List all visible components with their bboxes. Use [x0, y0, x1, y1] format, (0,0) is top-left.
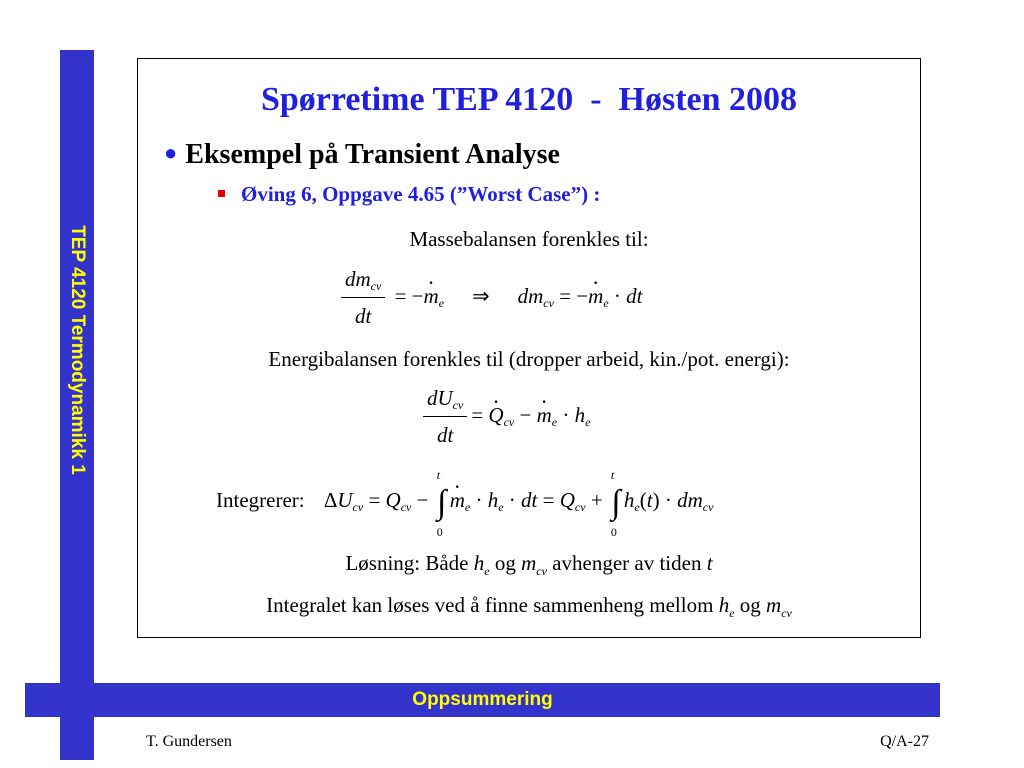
bullet-square-icon [218, 190, 225, 197]
bottom-bar [25, 683, 940, 717]
footer-page-number: Q/A-27 [880, 733, 929, 750]
bullet-level1-text: Eksempel på Transient Analyse [185, 139, 560, 170]
footer-author: T. Gundersen [146, 733, 232, 750]
vertical-course-title: TEP 4120 Termodynamikk 1 [67, 225, 88, 475]
energy-balance-text: Energibalansen forenkles til (dropper arbeid, kin./pot. energi): [268, 347, 790, 371]
mass-balance-equation: $\frac{dm_{cv}}{dt}$ = $-m \cdot_e$ ⇒ $dm_{cv} = -m \cdot_e$ · dt [341, 267, 642, 329]
integration-equation: Integrerer: $\Delta U_{cv} = Q_{cv}$ − t ∫ 0 $m \cdot_e \cdot h_e$ · dt = $Q_{cv}$ + t ∫ 0 $h_e(t) \cdot dm_{cv}$ [216, 484, 713, 522]
solution-line: Løsning: Både $h_e$ og $m_{cv}$ avhenger av tiden t [345, 551, 713, 579]
bullet-level2-text: Øving 6, Oppgave 4.65 (”Worst Case”) : [241, 182, 601, 206]
integral-line: Integralet kan løses ved å finne sammenheng mellom $h_e$ og $m_{cv}$ [266, 593, 792, 621]
bullet-level1 [164, 139, 560, 171]
bullet-level2 [218, 182, 600, 207]
bottom-bar-label: Oppsummering [412, 689, 553, 710]
slide-title: Spørretime TEP 4120 - Høsten 2008 [260, 81, 798, 118]
slide-content-frame [137, 58, 921, 638]
mass-balance-text: Massebalansen forenkles til: [409, 227, 649, 251]
integrate-label: Integrerer: [216, 488, 305, 512]
energy-balance-equation: $\frac{dU_{cv}}{dt}$ = $Q \cdot_{cv} - m \cdot_e \cdot h_e$ [423, 386, 590, 448]
bullet-dot-icon: ● [164, 140, 178, 165]
